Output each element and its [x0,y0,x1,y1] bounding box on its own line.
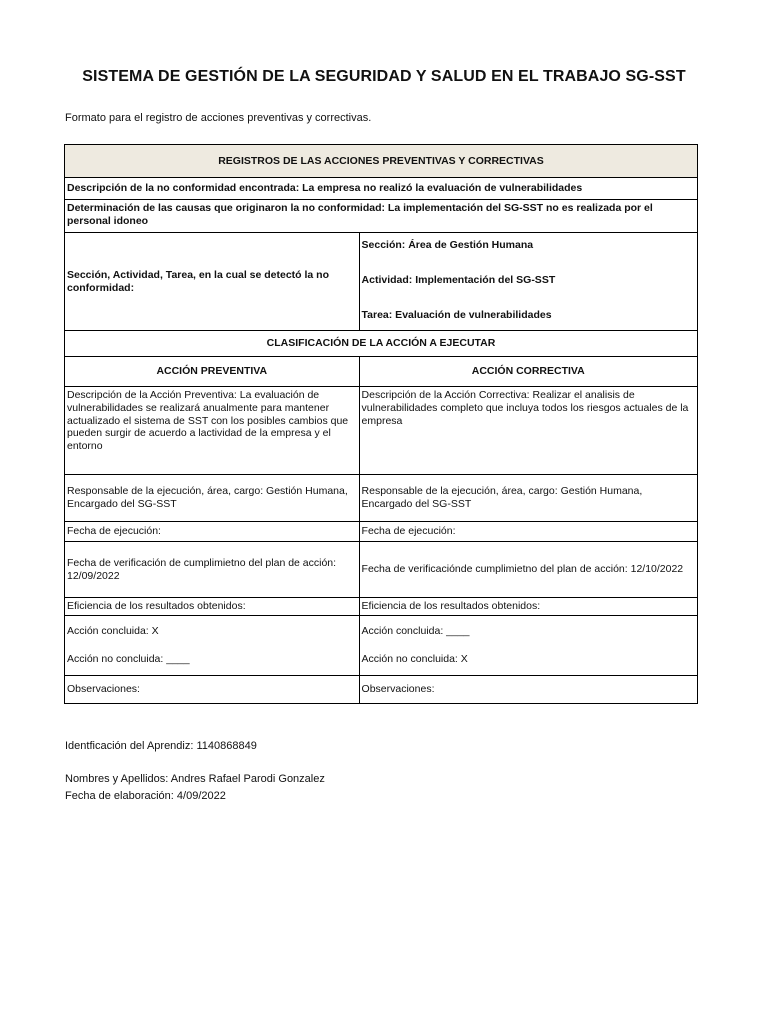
correctiva-concluida: Acción concluida: ____ [361,624,470,637]
correctiva-eficiencia: Eficiencia de los resultados obtenidos: [359,598,697,616]
intro-text: Formato para el registro de acciones preventivas y correctivas. [65,112,372,124]
preventiva-fecha-ejecucion: Fecha de ejecución: [65,522,360,542]
form-header: REGISTROS DE LAS ACCIONES PREVENTIVAS Y CORRECTIVAS [65,145,698,178]
footer-nombres: Nombres y Apellidos: Andres Rafael Parodi Gonzalez [65,773,325,785]
preventiva-heading: ACCIÓN PREVENTIVA [65,357,360,387]
preventiva-estado [65,615,360,675]
correctiva-estado [359,615,697,675]
page-title: SISTEMA DE GESTIÓN DE LA SEGURIDAD Y SALUD EN EL TRABAJO SG-SST [82,68,686,85]
correctiva-fecha-verificacion: Fecha de verificaciónde cumplimietno del plan de acción: 12/10/2022 [359,542,697,598]
preventiva-eficiencia: Eficiencia de los resultados obtenidos: [65,598,360,616]
preventiva-no-concluida: Acción no concluida: ____ [67,653,190,666]
correctiva-responsable: Responsable de la ejecución, área, cargo: Gestión Humana, Encargado del SG-SST [359,475,697,522]
correctiva-descripcion: Descripción de la Acción Correctiva: Realizar el analisis de vulnerabilidades completo que incluya todos los riesgos actuales de la empresa [359,387,697,475]
tarea-value: Tarea: Evaluación de vulnerabilidades [361,308,552,321]
footer-fecha: Fecha de elaboración: 4/09/2022 [65,790,226,802]
seccion-details [359,233,697,331]
footer-identificacion: Identficación del Aprendiz: 1140868849 [65,740,257,752]
no-conformidad-row: Descripción de la no conformidad encontrada: La empresa no realizó la evaluación de vulnerabilidades [65,178,698,200]
seccion-value: Sección: Área de Gestión Humana [361,239,534,251]
correctiva-heading: ACCIÓN CORRECTIVA [359,357,697,387]
preventiva-concluida: Acción concluida: X [67,624,159,637]
preventiva-observaciones: Observaciones: [65,675,360,703]
actions-form-table [64,144,698,704]
correctiva-observaciones: Observaciones: [359,675,697,703]
correctiva-no-concluida: Acción no concluida: X [361,653,468,666]
preventiva-fecha-verificacion: Fecha de verificación de cumplimietno del plan de acción: 12/09/2022 [65,542,360,598]
seccion-label: Sección, Actividad, Tarea, en la cual se detectó la no conformidad: [65,233,360,331]
correctiva-fecha-ejecucion: Fecha de ejecución: [359,522,697,542]
clasificacion-header: CLASIFICACIÓN DE LA ACCIÓN A EJECUTAR [65,331,698,357]
causas-row: Determinación de las causas que originaron la no conformidad: La implementación del SG-SST no es realizada por el personal idoneo [65,200,698,233]
preventiva-responsable: Responsable de la ejecución, área, cargo: Gestión Humana, Encargado del SG-SST [65,475,360,522]
actividad-value: Actividad: Implementación del SG-SST [361,273,556,286]
preventiva-descripcion: Descripción de la Acción Preventiva: La evaluación de vulnerabilidades se realizará anualmente para mantener actualizado el sistema de SST con los posibles cambios que pueden surgir de acuerdo a lactividad de la empresa y el entorno [65,387,360,475]
